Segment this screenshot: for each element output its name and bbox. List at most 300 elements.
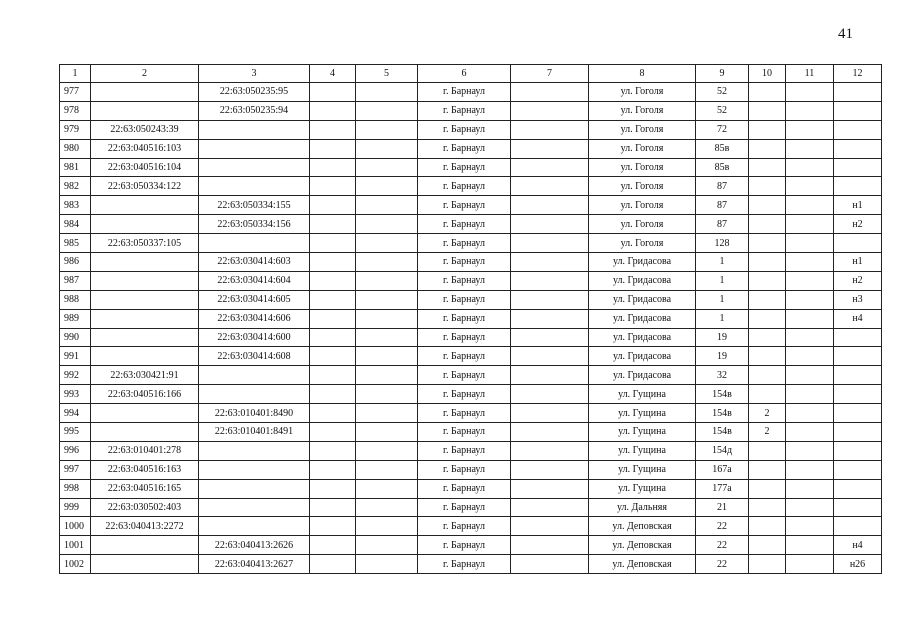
table-cell: 981	[60, 158, 91, 177]
table-row	[60, 479, 882, 498]
table-cell	[199, 120, 310, 139]
table-cell	[310, 366, 356, 385]
table-cell	[749, 366, 786, 385]
table-cell: 72	[696, 120, 749, 139]
table-cell: 22:63:030502:403	[91, 498, 199, 517]
table-cell: ул. Гоголя	[589, 120, 696, 139]
table-cell	[91, 536, 199, 555]
table-cell	[786, 234, 834, 253]
table-cell	[310, 158, 356, 177]
table-cell	[786, 177, 834, 196]
table-cell: н1	[834, 253, 882, 272]
table-cell	[749, 498, 786, 517]
table-cell	[356, 234, 418, 253]
table-cell	[511, 83, 589, 102]
table-cell: г. Барнаул	[418, 328, 511, 347]
table-cell	[511, 271, 589, 290]
table-cell: 978	[60, 101, 91, 120]
table-cell	[786, 404, 834, 423]
table-cell: 22:63:030414:608	[199, 347, 310, 366]
table-cell	[786, 441, 834, 460]
table-cell	[199, 234, 310, 253]
table-cell: ул. Гоголя	[589, 158, 696, 177]
table-cell: г. Барнаул	[418, 498, 511, 517]
table-cell	[834, 120, 882, 139]
table-cell	[356, 404, 418, 423]
table-row	[60, 498, 882, 517]
table-cell: 983	[60, 196, 91, 215]
table-cell	[511, 460, 589, 479]
table-cell	[786, 536, 834, 555]
table-cell: г. Барнаул	[418, 290, 511, 309]
table-cell	[786, 101, 834, 120]
table-cell	[356, 479, 418, 498]
table-cell	[786, 139, 834, 158]
table-cell: 22:63:040413:2627	[199, 555, 310, 574]
table-cell: 87	[696, 177, 749, 196]
table-cell: 979	[60, 120, 91, 139]
table-cell: н26	[834, 555, 882, 574]
table-cell	[749, 120, 786, 139]
table-cell	[511, 158, 589, 177]
table-cell	[199, 479, 310, 498]
table-row	[60, 234, 882, 253]
table-cell: ул. Гоголя	[589, 83, 696, 102]
table-cell	[91, 271, 199, 290]
table-cell	[786, 290, 834, 309]
table-row	[60, 423, 882, 442]
table-cell	[511, 555, 589, 574]
table-cell: ул. Гоголя	[589, 177, 696, 196]
table-cell: 22:63:050243:39	[91, 120, 199, 139]
table-cell	[786, 158, 834, 177]
table-cell: ул. Гридасова	[589, 290, 696, 309]
table-cell: 1	[696, 290, 749, 309]
table-cell: 992	[60, 366, 91, 385]
table-row	[60, 536, 882, 555]
table-cell	[749, 479, 786, 498]
table-cell: 52	[696, 101, 749, 120]
table-cell: 980	[60, 139, 91, 158]
column-header: 11	[786, 65, 834, 83]
table-cell	[834, 177, 882, 196]
table-cell: г. Барнаул	[418, 441, 511, 460]
table-cell	[356, 385, 418, 404]
table-cell	[356, 215, 418, 234]
table-row	[60, 215, 882, 234]
table-cell	[749, 139, 786, 158]
table-cell	[749, 460, 786, 479]
table-cell: ул. Гущина	[589, 479, 696, 498]
table-cell	[310, 441, 356, 460]
table-cell	[749, 290, 786, 309]
table-cell	[511, 404, 589, 423]
table-cell: н1	[834, 196, 882, 215]
table-cell: 985	[60, 234, 91, 253]
table-cell: 85в	[696, 139, 749, 158]
table-cell: 22:63:030414:605	[199, 290, 310, 309]
table-cell: г. Барнаул	[418, 423, 511, 442]
table-cell	[749, 385, 786, 404]
table-cell: 991	[60, 347, 91, 366]
table-row	[60, 253, 882, 272]
table-cell: 22:63:040516:163	[91, 460, 199, 479]
table-cell	[356, 423, 418, 442]
table-cell	[749, 517, 786, 536]
table-cell: г. Барнаул	[418, 404, 511, 423]
table-cell: 177а	[696, 479, 749, 498]
table-cell: 22:63:010401:8490	[199, 404, 310, 423]
column-header: 10	[749, 65, 786, 83]
table-cell: г. Барнаул	[418, 536, 511, 555]
table-cell	[356, 498, 418, 517]
table-cell: 1	[696, 253, 749, 272]
table-cell	[834, 158, 882, 177]
table-cell: г. Барнаул	[418, 158, 511, 177]
table-cell: г. Барнаул	[418, 555, 511, 574]
table-cell: 977	[60, 83, 91, 102]
table-cell	[834, 347, 882, 366]
table-cell: г. Барнаул	[418, 234, 511, 253]
table-cell	[749, 101, 786, 120]
table-cell	[310, 139, 356, 158]
table-cell	[511, 215, 589, 234]
table-cell: 167а	[696, 460, 749, 479]
table-cell	[91, 309, 199, 328]
table-cell	[786, 215, 834, 234]
table-cell	[511, 479, 589, 498]
table-cell	[834, 479, 882, 498]
table-cell	[834, 517, 882, 536]
table-cell: 997	[60, 460, 91, 479]
column-header: 8	[589, 65, 696, 83]
table-cell: г. Барнаул	[418, 139, 511, 158]
table-cell	[749, 328, 786, 347]
table-cell: 998	[60, 479, 91, 498]
table-cell: 22:63:040516:104	[91, 158, 199, 177]
table-cell	[786, 196, 834, 215]
table-cell: 1	[696, 309, 749, 328]
table-cell	[356, 120, 418, 139]
column-header: 1	[60, 65, 91, 83]
table-cell	[356, 271, 418, 290]
table-cell	[310, 271, 356, 290]
table-cell	[356, 290, 418, 309]
table-cell: ул. Дальняя	[589, 498, 696, 517]
table-cell	[199, 441, 310, 460]
table-cell	[834, 404, 882, 423]
table-cell	[749, 83, 786, 102]
table-cell	[310, 479, 356, 498]
table-cell	[310, 423, 356, 442]
column-header: 6	[418, 65, 511, 83]
table-cell	[834, 385, 882, 404]
table-cell	[511, 536, 589, 555]
table-cell	[310, 196, 356, 215]
table-cell: 982	[60, 177, 91, 196]
table-cell: 128	[696, 234, 749, 253]
table-row	[60, 366, 882, 385]
column-header: 7	[511, 65, 589, 83]
table-cell: ул. Гоголя	[589, 215, 696, 234]
table-cell	[834, 234, 882, 253]
table-cell: ул. Гридасова	[589, 253, 696, 272]
table-cell: ул. Гридасова	[589, 271, 696, 290]
table-cell: ул. Гридасова	[589, 366, 696, 385]
table-cell	[91, 101, 199, 120]
table-cell: 1002	[60, 555, 91, 574]
table-cell: н4	[834, 309, 882, 328]
table-cell	[310, 101, 356, 120]
table-cell	[749, 271, 786, 290]
table-cell	[199, 517, 310, 536]
table-cell	[310, 83, 356, 102]
table-cell	[91, 196, 199, 215]
table-cell	[310, 555, 356, 574]
table-cell	[749, 253, 786, 272]
table-cell: 995	[60, 423, 91, 442]
table-row	[60, 83, 882, 102]
table-cell: г. Барнаул	[418, 271, 511, 290]
table-row	[60, 385, 882, 404]
table-cell	[786, 347, 834, 366]
table-cell	[91, 83, 199, 102]
table-cell	[786, 555, 834, 574]
table-cell: ул. Гридасова	[589, 309, 696, 328]
table-cell: ул. Гущина	[589, 460, 696, 479]
table-cell: 22:63:010401:278	[91, 441, 199, 460]
table-cell	[91, 404, 199, 423]
table-cell	[749, 177, 786, 196]
table-cell: г. Барнаул	[418, 460, 511, 479]
table-cell	[91, 423, 199, 442]
table-cell	[310, 234, 356, 253]
table-cell: 989	[60, 309, 91, 328]
table-cell: 22:63:050334:155	[199, 196, 310, 215]
table-cell	[511, 423, 589, 442]
table-cell	[834, 441, 882, 460]
table-row	[60, 139, 882, 158]
table-cell	[786, 253, 834, 272]
table-cell: 996	[60, 441, 91, 460]
table-cell	[310, 328, 356, 347]
table-row	[60, 347, 882, 366]
table-cell	[834, 83, 882, 102]
table-cell: 22:63:010401:8491	[199, 423, 310, 442]
table-cell: н3	[834, 290, 882, 309]
table-cell: 87	[696, 196, 749, 215]
table-cell	[356, 83, 418, 102]
table-cell: 22:63:050235:94	[199, 101, 310, 120]
table-cell: 993	[60, 385, 91, 404]
table-cell	[310, 347, 356, 366]
table-cell	[834, 101, 882, 120]
table-cell: 87	[696, 215, 749, 234]
table-row	[60, 101, 882, 120]
table-cell	[786, 328, 834, 347]
table-cell	[749, 196, 786, 215]
table-cell: н2	[834, 215, 882, 234]
table-cell: г. Барнаул	[418, 177, 511, 196]
table-cell	[749, 536, 786, 555]
table-cell: г. Барнаул	[418, 385, 511, 404]
table-cell	[91, 253, 199, 272]
table-cell	[786, 309, 834, 328]
table-cell	[749, 441, 786, 460]
table-cell: г. Барнаул	[418, 366, 511, 385]
table-cell: 984	[60, 215, 91, 234]
table-cell: 22:63:030421:91	[91, 366, 199, 385]
table-cell: г. Барнаул	[418, 479, 511, 498]
table-cell: 1	[696, 271, 749, 290]
column-header: 9	[696, 65, 749, 83]
table-cell	[310, 498, 356, 517]
column-header: 12	[834, 65, 882, 83]
table-cell: 22:63:050235:95	[199, 83, 310, 102]
table-cell	[511, 290, 589, 309]
table-cell	[511, 101, 589, 120]
table-row	[60, 177, 882, 196]
table-cell	[511, 253, 589, 272]
column-header: 2	[91, 65, 199, 83]
table-cell: ул. Гоголя	[589, 234, 696, 253]
table-row	[60, 460, 882, 479]
table-cell: 2	[749, 404, 786, 423]
table-cell	[511, 441, 589, 460]
table-cell: ул. Гоголя	[589, 139, 696, 158]
table-cell	[786, 498, 834, 517]
table-cell: 999	[60, 498, 91, 517]
table-cell: ул. Гоголя	[589, 196, 696, 215]
table-cell	[786, 120, 834, 139]
table-cell	[310, 517, 356, 536]
table-cell	[511, 309, 589, 328]
table-cell: 22:63:040413:2626	[199, 536, 310, 555]
table-row	[60, 271, 882, 290]
page-number: 41	[838, 26, 853, 42]
table-cell	[199, 177, 310, 196]
table-cell	[749, 555, 786, 574]
table-cell: 32	[696, 366, 749, 385]
table-cell	[511, 366, 589, 385]
table-cell	[310, 385, 356, 404]
table-cell: 22:63:040516:165	[91, 479, 199, 498]
table-cell	[749, 158, 786, 177]
table-row	[60, 441, 882, 460]
table-cell	[834, 139, 882, 158]
table-cell: 22:63:030414:603	[199, 253, 310, 272]
table-cell: 154в	[696, 385, 749, 404]
table-cell	[511, 120, 589, 139]
table-cell	[356, 101, 418, 120]
table-cell	[749, 309, 786, 328]
table-cell	[786, 366, 834, 385]
table-cell	[834, 460, 882, 479]
column-header: 5	[356, 65, 418, 83]
table-cell	[749, 234, 786, 253]
table-cell: 22:63:050334:122	[91, 177, 199, 196]
table-cell	[356, 536, 418, 555]
table-cell: 22	[696, 517, 749, 536]
table-cell: 21	[696, 498, 749, 517]
table-cell	[310, 404, 356, 423]
table-cell: 1001	[60, 536, 91, 555]
table-cell	[310, 215, 356, 234]
table-cell: н2	[834, 271, 882, 290]
table-cell	[749, 347, 786, 366]
table-cell: 22	[696, 555, 749, 574]
table-cell: ул. Гущина	[589, 385, 696, 404]
table-cell	[786, 271, 834, 290]
table-cell	[356, 196, 418, 215]
table-cell	[834, 366, 882, 385]
table-cell	[356, 555, 418, 574]
table-cell	[310, 536, 356, 555]
table-cell: 988	[60, 290, 91, 309]
table-cell	[199, 460, 310, 479]
table-cell	[199, 158, 310, 177]
table-cell	[356, 139, 418, 158]
table-cell: 19	[696, 347, 749, 366]
table-row	[60, 120, 882, 139]
table-cell	[786, 83, 834, 102]
table-cell	[786, 385, 834, 404]
table-cell	[511, 347, 589, 366]
table-cell: 85в	[696, 158, 749, 177]
table-cell	[834, 423, 882, 442]
table-cell	[834, 328, 882, 347]
table-cell	[310, 120, 356, 139]
table-cell	[356, 347, 418, 366]
table-cell: г. Барнаул	[418, 517, 511, 536]
table-cell: 1000	[60, 517, 91, 536]
table-cell	[310, 177, 356, 196]
table-cell: н4	[834, 536, 882, 555]
table-cell	[786, 460, 834, 479]
table-cell	[91, 328, 199, 347]
table-cell	[310, 460, 356, 479]
table-cell: г. Барнаул	[418, 309, 511, 328]
column-header: 3	[199, 65, 310, 83]
table-cell: ул. Гущина	[589, 423, 696, 442]
table-row	[60, 309, 882, 328]
table-cell: ул. Гридасова	[589, 347, 696, 366]
table-cell	[356, 328, 418, 347]
table-cell	[310, 309, 356, 328]
table-row	[60, 555, 882, 574]
table-cell	[310, 253, 356, 272]
table-cell: 52	[696, 83, 749, 102]
table-body	[60, 83, 882, 574]
table-row	[60, 328, 882, 347]
table-cell: 22:63:040413:2272	[91, 517, 199, 536]
table-cell	[199, 366, 310, 385]
table-cell	[356, 177, 418, 196]
table-cell: 22	[696, 536, 749, 555]
table-row	[60, 196, 882, 215]
table-cell: ул. Деповская	[589, 536, 696, 555]
table-cell: г. Барнаул	[418, 347, 511, 366]
table-cell: 990	[60, 328, 91, 347]
table-cell: 19	[696, 328, 749, 347]
table-cell	[749, 215, 786, 234]
table-cell: 22:63:030414:606	[199, 309, 310, 328]
table-cell	[511, 498, 589, 517]
table-cell	[786, 423, 834, 442]
table-cell: 986	[60, 253, 91, 272]
table-cell	[786, 517, 834, 536]
table-cell: ул. Гридасова	[589, 328, 696, 347]
